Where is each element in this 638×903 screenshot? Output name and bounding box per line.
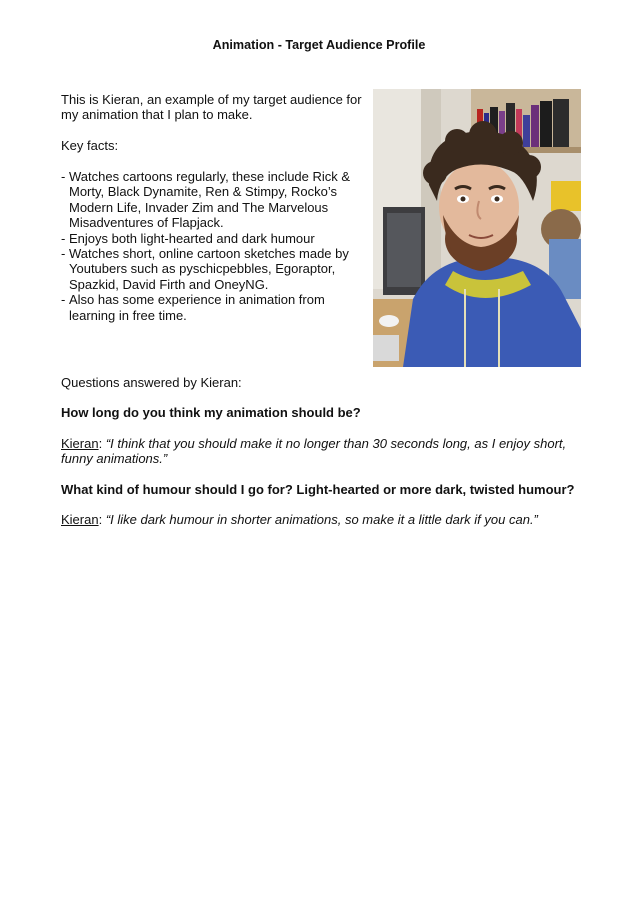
key-facts-label: Key facts: [61,138,119,154]
list-item: - Enjoys both light-hearted and dark humour [61,230,315,246]
speaker-name: Kieran [61,435,99,451]
answer-paragraph: Kieran: “I think that you should make it no longer than 30 seconds long, as I enjoy short, funny animations.” [61,435,567,467]
intro-text: This is Kieran, an example of my target audience for my animation that I plan to make. [61,92,362,123]
fact-text: Watches cartoons regularly, these include Rick & Morty, Black Dynamite, Ren & Stimpy, Rocko’s Modern Life, Invader Zim and The Marvelous Misadventures of Flapjack. [69,169,351,231]
kieran-photo [373,89,581,367]
question-heading: What kind of humour should I go for? Light-hearted or more dark, twisted humour? [61,481,575,497]
portrait-illustration [373,89,581,367]
answer-paragraph: Kieran: “I like dark humour in shorter animations, so make it a little dark if you can.” [61,512,538,528]
answer-quote: “I think that you should make it no longer than 30 seconds long, as I enjoy short, funny animations.” [61,435,567,467]
intro-section [61,92,366,323]
question-heading: How long do you think my animation should be? [61,405,361,421]
questions-section [61,375,581,542]
list-item: - Watches short, online cartoon sketches made by Youtubers such as pyschicpebbles, Egoraptor, Spazkid, David Firth and OneyNG. [61,246,349,292]
questions-intro: Questions answered by Kieran: [61,375,242,390]
speaker-name: Kieran [61,512,99,528]
key-facts-list [61,169,366,323]
fact-text: Also has some experience in animation from learning in free time. [69,292,325,323]
list-item: - Watches cartoons regularly, these include Rick & Morty, Black Dynamite, Ren & Stimpy, Rocko’s Modern Life, Invader Zim and The Marvelous Misadventures of Flapjack. [61,169,351,231]
answer-quote: “I like dark humour in shorter animations, so make it a little dark if you can.” [105,512,538,528]
fact-text: Enjoys both light-hearted and dark humour [69,230,315,246]
document-title: Animation - Target Audience Profile [212,38,426,52]
fact-text: Watches short, online cartoon sketches made by Youtubers such as pyschicpebbles, Egoraptor, Spazkid, David Firth and OneyNG. [69,246,349,292]
list-item: - Also has some experience in animation from learning in free time. [61,292,325,323]
